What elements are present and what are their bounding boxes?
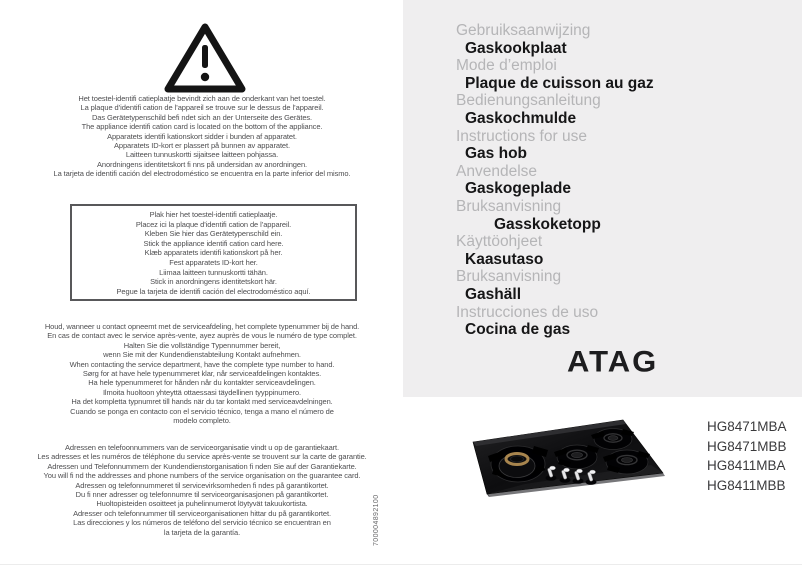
text-line: Pegue la tarjeta de identifi cación del electrodoméstico aquí. bbox=[116, 286, 311, 296]
warning-triangle-icon bbox=[163, 22, 247, 96]
right-panel bbox=[403, 0, 802, 397]
title-line: Cocina de gas bbox=[465, 321, 571, 339]
model-number: HG8411MBA bbox=[707, 458, 786, 473]
text-line: Apparatets identifi kationskort sidder i bunden af apparatet. bbox=[107, 131, 297, 141]
title-line: Gasskoketopp bbox=[494, 215, 601, 233]
document-part-number: 700004892100 bbox=[373, 494, 380, 546]
appliance-id-location-text bbox=[4, 94, 400, 179]
title-line: Anvendelse bbox=[456, 162, 538, 180]
text-line: Adressen und Telefonnummern der Kundendienstorganisation fi nden Sie auf der Garantiekarte. bbox=[47, 461, 357, 471]
service-contact-text bbox=[4, 322, 400, 425]
title-line: Bruksanvisning bbox=[456, 268, 562, 286]
title-line: Kaasutaso bbox=[465, 250, 544, 268]
text-line: You will fi nd the addresses and phone numbers of the service organisation on the guarantee card. bbox=[43, 471, 361, 481]
model-number: HG8411MBB bbox=[707, 477, 786, 493]
text-line: Ha hele typenummeret for hånden når du kontakter serviceavdelingen. bbox=[88, 378, 316, 388]
text-line: Plak hier het toestel-identifi catieplaatje. bbox=[149, 210, 278, 219]
text-line: Las direcciones y los números de teléfono del servicio técnico se encuentran en bbox=[73, 518, 331, 528]
text-line: Placez ici la plaque d’identifi cation de l’appareil. bbox=[135, 219, 292, 229]
text-line: Sørg for at have hele typenummeret klar, når serviceafdelingen kontaktes. bbox=[82, 369, 322, 379]
model-number: HG8471MBA bbox=[707, 419, 787, 434]
title-line: Käyttöohjeet bbox=[456, 233, 543, 251]
text-line: Stick the appliance identifi cation card here. bbox=[143, 238, 284, 248]
title-line: Plaque de cuisson au gaz bbox=[465, 74, 654, 92]
text-line: Adressen og telefonnummeret til servicevirksomheden fi ndes på garantikortet. bbox=[75, 480, 329, 490]
text-line: La plaque d’identifi cation de l’appareil se trouve sur le dessus de l’appareil. bbox=[80, 103, 324, 113]
text-line: Huoltopisteiden osoitteet ja puhelinnumerot löytyvät takuukortista. bbox=[96, 499, 308, 509]
text-line: Stick in anordningens identitetskort här. bbox=[150, 277, 277, 287]
text-line: wenn Sie mit der Kundendienstabteilung Kontakt aufnehmen. bbox=[103, 350, 301, 360]
text-line: Het toestel-identifi catieplaatje bevindt zich aan de onderkant van het toestel. bbox=[78, 94, 326, 103]
page-bottom-edge bbox=[0, 564, 802, 565]
text-line: Apparatets ID-kort er plassert på bunnen av apparatet. bbox=[114, 141, 290, 151]
text-line: Les adresses et les numéros de téléphone du service après-vente se trouvent sur la carte de garantie. bbox=[37, 452, 367, 462]
text-line: La tarjeta de identifi cación del electrodoméstico se encuentra en la parte inferior del mismo. bbox=[53, 169, 351, 179]
text-line: Houd, wanneer u contact opneemt met de serviceafdeling, het complete typenummer bij de hand. bbox=[44, 322, 360, 331]
title-line: Instrucciones de uso bbox=[456, 303, 599, 321]
text-line: la tarjeta de la garantía. bbox=[163, 527, 241, 537]
title-line: Mode d’emploi bbox=[456, 57, 557, 75]
title-line: Bruksanvisning bbox=[456, 197, 562, 215]
text-line: Adressen en telefoonnummers van de serviceorganisatie vindt u op de garantiekaart. bbox=[64, 443, 340, 452]
guarantee-card-text bbox=[4, 443, 400, 537]
sticker-placement-box bbox=[70, 204, 357, 301]
text-line: Cuando se ponga en contacto con el servicio técnico, tenga a mano el número de bbox=[70, 406, 334, 416]
title-line: Instructions for use bbox=[456, 127, 587, 145]
text-line: Kleben Sie hier das Gerätetypenschild ein. bbox=[144, 229, 283, 239]
text-line: Halten Sie die vollständige Typennummer bereit, bbox=[123, 340, 281, 350]
model-number-list bbox=[707, 417, 787, 495]
text-line: When contacting the service department, have the complete type number to hand. bbox=[69, 359, 335, 369]
gas-hob-product-image bbox=[455, 412, 680, 512]
text-line: Adresser och telefonnummer till serviceorganisationen hittar du på garantikortet. bbox=[73, 508, 331, 518]
text-line: Klæb apparatets identifi kationskort på her. bbox=[144, 248, 283, 258]
title-line: Gas hob bbox=[465, 145, 528, 163]
text-line: modelo completo. bbox=[173, 416, 231, 426]
text-line: Du fi nner adresser og telefonnumre til serviceorganisasjonen på garantikortet. bbox=[75, 490, 329, 500]
title-line: Gebruiksaanwijzing bbox=[456, 22, 591, 39]
title-line: Gashäll bbox=[465, 285, 521, 303]
model-number: HG8471MBB bbox=[707, 438, 787, 454]
title-line: Bedienungsanleitung bbox=[456, 92, 601, 110]
multilingual-title-list bbox=[456, 22, 654, 339]
text-line: Ilmoita huoltoon yhteyttä ottaessasi täydellinen tyyppinumero. bbox=[102, 387, 302, 397]
title-line: Gaskookplaat bbox=[465, 39, 567, 57]
text-line: Liimaa laitteen tunnuskortti tähän. bbox=[159, 267, 268, 277]
text-line: The appliance identifi cation card is located on the bottom of the appliance. bbox=[81, 122, 323, 132]
text-line: Ha det kompletta typnumret till hands när du tar kontakt med serviceavdelningen. bbox=[71, 397, 333, 407]
text-line: Laitteen tunnuskortti sijaitsee laitteen pohjassa. bbox=[125, 150, 279, 160]
title-line: Gaskogeplade bbox=[465, 180, 571, 198]
text-line: Fest apparatets ID-kort her. bbox=[169, 257, 258, 267]
brand-logo: ATAG bbox=[567, 344, 659, 379]
text-line: Das Gerätetypenschild befi ndet sich an der Unterseite des Gerätes. bbox=[91, 112, 313, 122]
title-line: Gaskochmulde bbox=[465, 109, 577, 127]
text-line: En cas de contact avec le service après-vente, ayez auprès de vous le numéro de type complet. bbox=[47, 331, 357, 341]
text-line: Anordningens identitetskort fi nns på undersidan av anordningen. bbox=[97, 159, 307, 169]
